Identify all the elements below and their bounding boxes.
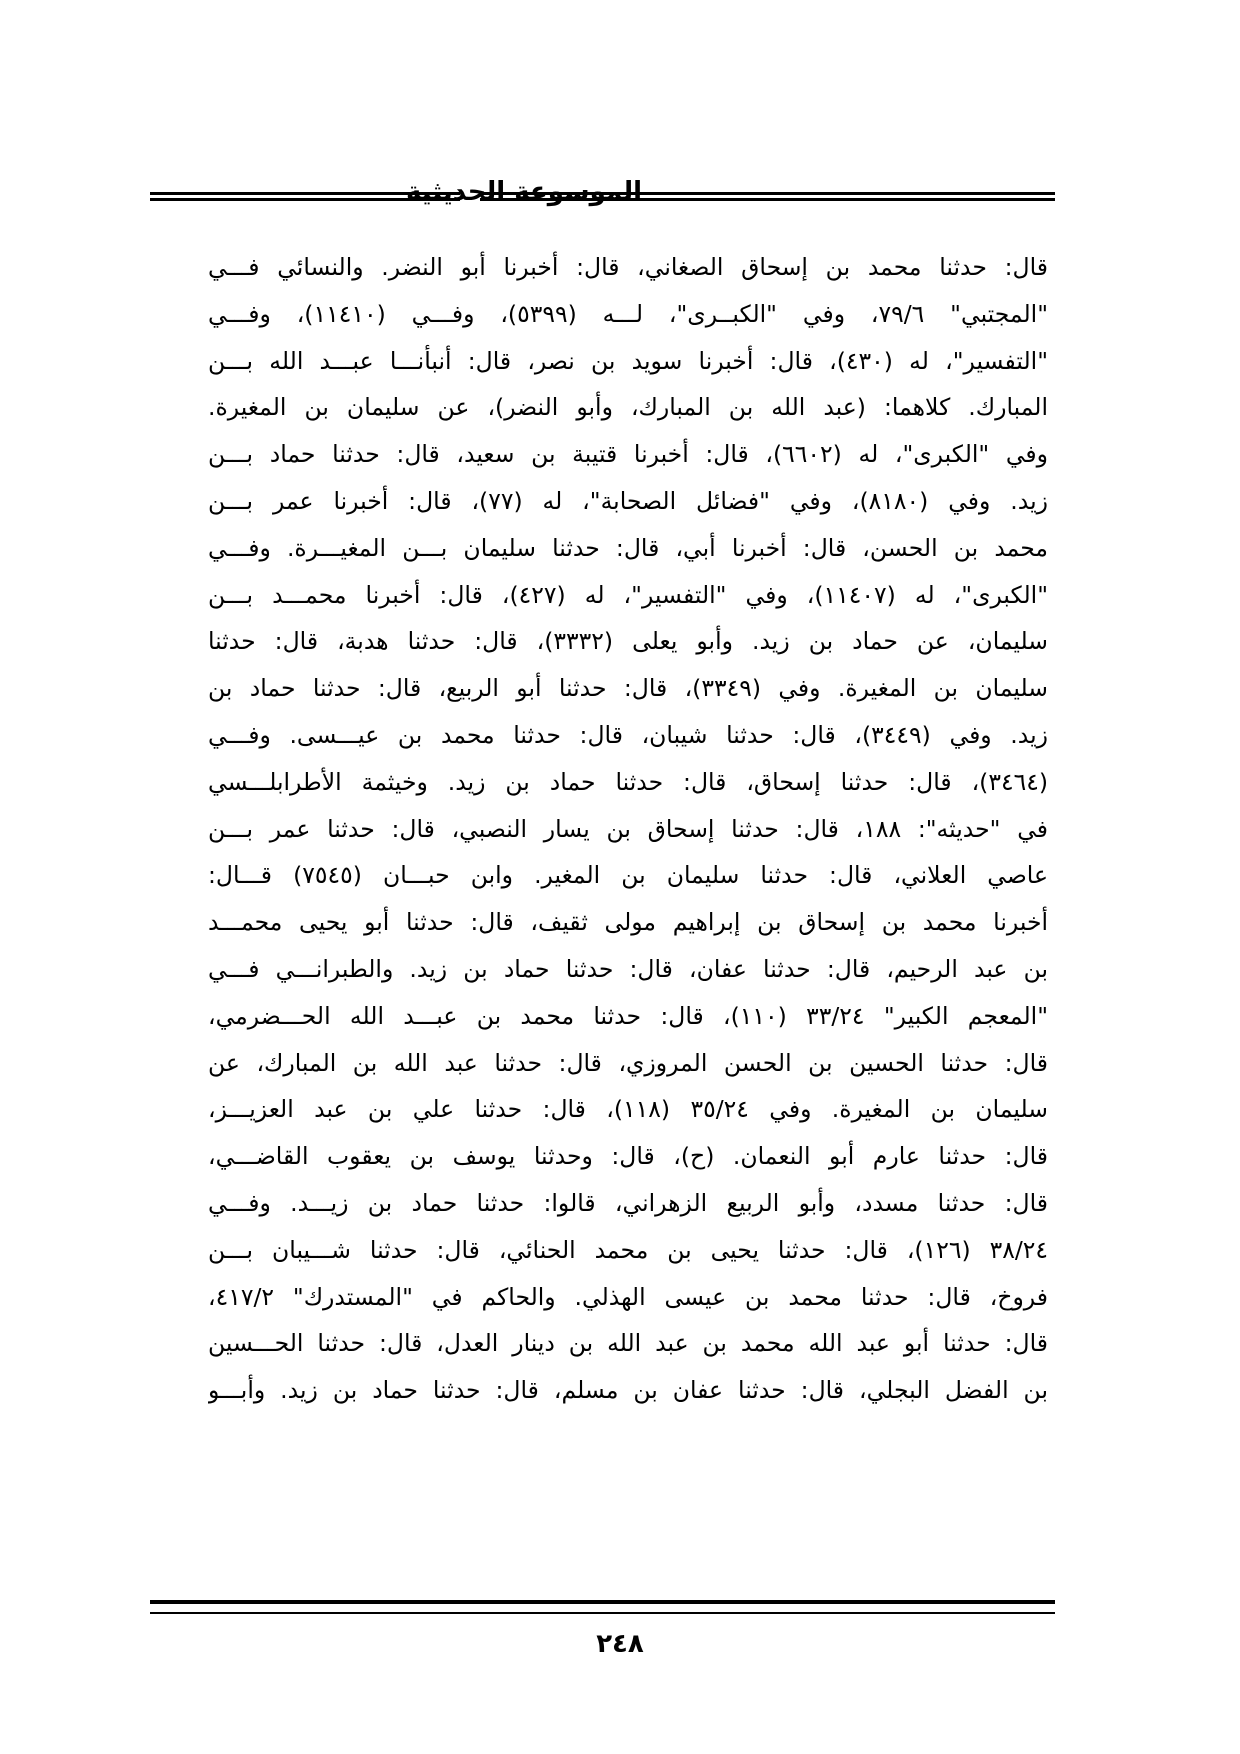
- footer-rule: [150, 1600, 1055, 1614]
- text-line: المبارك. كلاهما: (عبد الله بن المبارك، وأبو النضر)، عن سليمان بن المغيرة.: [208, 393, 1048, 422]
- text-line: قال: حدثنا الحسين بن الحسن المروزي، قال: حدثنا عبد الله بن المبارك، عن: [208, 1048, 1048, 1077]
- text-line: (٣٤٦٤)، قال: حدثنا إسحاق، قال: حدثنا حماد بن زيد. وخيثمة الأطرابلـــسي: [208, 767, 1048, 796]
- text-line: "التفسير"، له (٤٣٠)، قال: أخبرنا سويد بن نصر، قال: أنبأنـــا عبـــد الله بـــن: [208, 346, 1048, 375]
- page-number: ٢٤٨: [596, 1629, 644, 1659]
- text-line: "الكبرى"، له (١١٤٠٧)، وفي "التفسير"، له (٤٢٧)، قال: أخبرنا محمـــد بـــن: [208, 580, 1048, 609]
- text-line: "المعجم الكبير" ٣٣/٢٤ (١١٠)، قال: حدثنا محمد بن عبـــد الله الحـــضرمي،: [208, 1001, 1048, 1030]
- text-line: بن عبد الرحيم، قال: حدثنا عفان، قال: حدثنا حماد بن زيد. والطبرانـــي فـــي: [208, 954, 1048, 983]
- text-line: قال: حدثنا أبو عبد الله محمد بن عبد الله بن دينار العدل، قال: حدثنا الحـــسين: [208, 1329, 1048, 1358]
- text-line: قال: حدثنا محمد بن إسحاق الصغاني، قال: أخبرنا أبو النضر. والنسائي فـــي: [208, 253, 1048, 281]
- text-line: قال: حدثنا مسدد، وأبو الربيع الزهراني، قالوا: حدثنا حماد بن زيـــد. وفـــي: [208, 1188, 1048, 1217]
- text-line: سليمان بن المغيرة. وفي ٣٥/٢٤ (١١٨)، قال: حدثنا علي بن عبد العزيـــز،: [208, 1095, 1048, 1124]
- text-line: وفي "الكبرى"، له (٦٦٠٢)، قال: أخبرنا قتيبة بن سعيد، قال: حدثنا حماد بـــن: [208, 440, 1048, 469]
- text-line: سليمان بن المغيرة. وفي (٣٣٤٩)، قال: حدثنا أبو الربيع، قال: حدثنا حماد بن: [208, 674, 1048, 703]
- text-line: أخبرنا محمد بن إسحاق بن إبراهيم مولى ثقيف، قال: حدثنا أبو يحيى محمـــد: [208, 908, 1048, 937]
- running-title: الموسوعة الحديثية: [405, 177, 642, 207]
- body-text: [208, 244, 1048, 1414]
- text-line: بن الفضل البجلي، قال: حدثنا عفان بن مسلم، قال: حدثنا حماد بن زيد. وأبـــو: [208, 1376, 1048, 1405]
- text-line: قال: حدثنا عارم أبو النعمان. (ح)، قال: وحدثنا يوسف بن يعقوب القاضـــي،: [208, 1142, 1048, 1171]
- header-rule-right: [480, 192, 1055, 201]
- text-line: "المجتبي" ٧٩/٦، وفي "الكبــرى"، لـــه (٥٣٩٩)، وفـــي (١١٤١٠)، وفـــي: [208, 299, 1048, 328]
- text-line: عاصي العلاني، قال: حدثنا سليمان بن المغير. وابن حبـــان (٧٥٤٥) قـــال:: [208, 861, 1048, 890]
- text-line: زيد. وفي (٣٤٤٩)، قال: حدثنا شيبان، قال: حدثنا محمد بن عيـــسى. وفـــي: [208, 720, 1048, 749]
- page-header: [150, 160, 1055, 216]
- text-line: فروخ، قال: حدثنا محمد بن عيسى الهذلي. والحاكم في "المستدرك" ٤١٧/٢،: [208, 1282, 1048, 1311]
- text-line: سليمان، عن حماد بن زيد. وأبو يعلى (٣٣٣٢)، قال: حدثنا هدبة، قال: حدثنا: [208, 627, 1048, 656]
- text-line: زيد. وفي (٨١٨٠)، وفي "فضائل الصحابة"، له (٧٧)، قال: أخبرنا عمر بـــن: [208, 486, 1048, 515]
- text-line: ٣٨/٢٤ (١٢٦)، قال: حدثنا يحيى بن محمد الحنائي، قال: حدثنا شـــيبان بـــن: [208, 1235, 1048, 1264]
- text-line: في "حديثه": ١٨٨، قال: حدثنا إسحاق بن يسار النصبي، قال: حدثنا عمر بـــن: [208, 814, 1048, 843]
- text-line: محمد بن الحسن، قال: أخبرنا أبي، قال: حدثنا سليمان بـــن المغيـــرة. وفـــي: [208, 533, 1048, 562]
